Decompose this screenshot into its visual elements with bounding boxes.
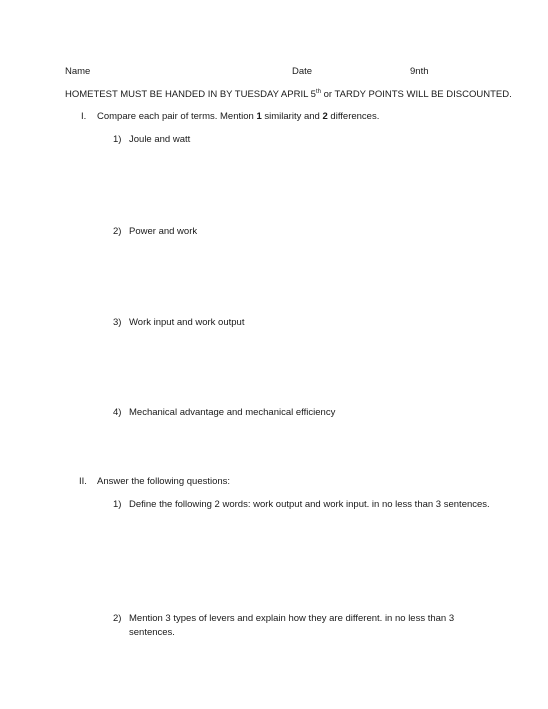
question-number: 4) bbox=[113, 407, 122, 418]
question-text-continued: sentences. bbox=[129, 627, 175, 638]
instruction-text: differences. bbox=[327, 111, 380, 122]
instruction-bold-count: 1 bbox=[256, 111, 262, 122]
question-number: 1) bbox=[113, 499, 122, 510]
question-text: Power and work bbox=[129, 226, 198, 237]
question-number: 3) bbox=[113, 317, 122, 328]
question-text: Mechanical advantage and mechanical efficiency bbox=[129, 407, 336, 418]
notice-superscript: th bbox=[315, 88, 321, 95]
notice-text-end: or TARDY POINTS WILL BE DISCOUNTED. bbox=[320, 89, 512, 100]
section-2-numeral: II. bbox=[79, 476, 87, 487]
question-number: 2) bbox=[113, 226, 122, 237]
question-number: 1) bbox=[113, 134, 122, 145]
date-label: Date bbox=[292, 66, 313, 77]
question-text: Define the following 2 words: work output and work input. in no less than 3 sentences. bbox=[129, 499, 490, 510]
name-label: Name bbox=[65, 66, 91, 77]
section-1-instruction bbox=[97, 111, 379, 122]
instruction-text: similarity and bbox=[261, 111, 323, 122]
section-1-numeral: I. bbox=[81, 111, 87, 122]
section-2-instruction: Answer the following questions: bbox=[97, 476, 231, 487]
instruction-text: Compare each pair of terms. Mention bbox=[97, 111, 257, 122]
grade-label: 9nth bbox=[410, 66, 429, 77]
question-text: Mention 3 types of levers and explain how they are different. in no less than 3 bbox=[129, 613, 455, 624]
notice-text-main: HOMETEST MUST BE HANDED IN BY TUESDAY APRIL 5 bbox=[65, 89, 316, 100]
question-text: Work input and work output bbox=[129, 317, 245, 328]
deadline-notice bbox=[65, 89, 512, 100]
question-text: Joule and watt bbox=[129, 134, 191, 145]
instruction-bold-count: 2 bbox=[322, 111, 328, 122]
question-number: 2) bbox=[113, 613, 122, 624]
